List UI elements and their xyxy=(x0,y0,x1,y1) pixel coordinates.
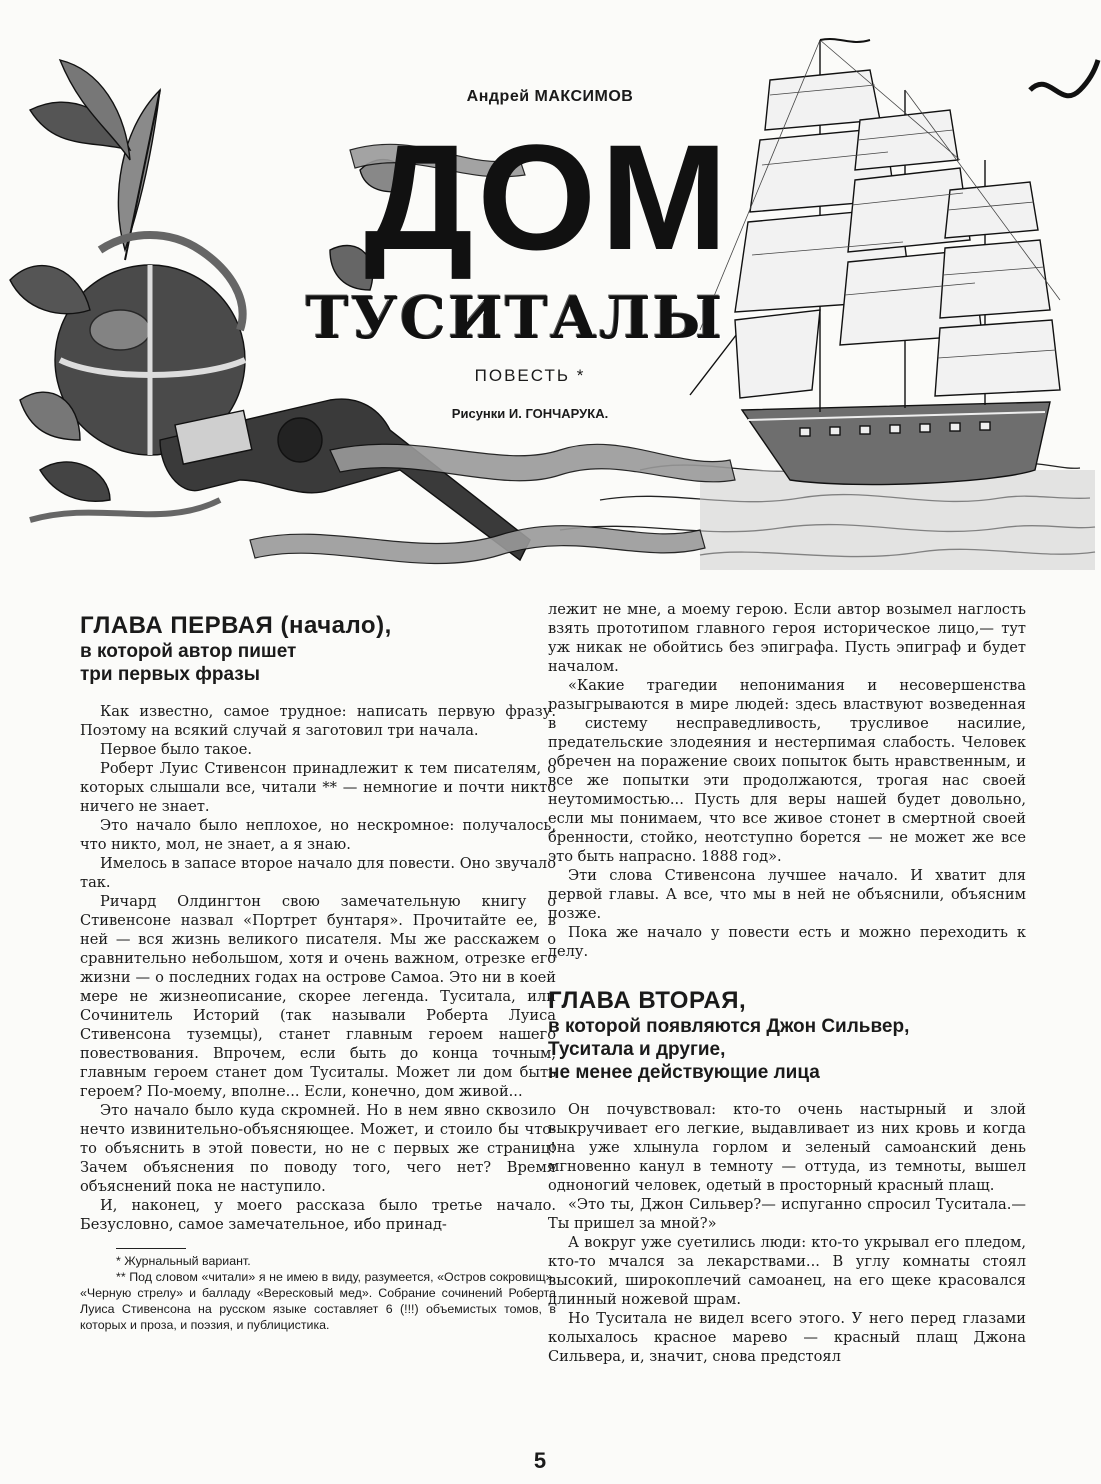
paragraph: А вокруг уже суетились люди: кто-то укрывал его пледом, кто-то мчался за лекарствами... В углу комнаты стоял высокий, широкоплечий самоанец, на его щеке красовался длинный ножевой шрам. xyxy=(548,1234,1026,1308)
paragraph: Он почувствовал: кто-то очень настырный и злой выкручивает его легкие, выдавливает из них кровь и когда она уже хлынула горлом и зеленый самоанский день мгновенно канул в темноту — оттуда, из темноты, вышел одноногий человек, одетый в просторный красный плащ. xyxy=(548,1101,1026,1194)
paragraph: Ричард Олдингтон свою замечательную книгу о Стивенсоне назвал «Портрет бунтаря». Прочитайте ее, в ней — вся жизнь великого писателя. Мы же расскажем о сравнительно небольшом, хотя и очень важном, отрезке его жизни — о последних годах на острове Самоа. Это ни в коей мере не жизнеописание, скорее легенда. Туситала, или Сочинитель Историй (так называли Роберта Луиса Стивенсона туземцы), станет главным героем нашего повествования. Впрочем, если быть до конца точным, главным героем станет дом Туситалы. Может ли дом быть героем? По-моему, вполне... Если, конечно, дом живой... xyxy=(80,893,556,1100)
chapter-1-heading: ГЛАВА ПЕРВАЯ (начало), xyxy=(80,612,392,639)
paragraph: Но Туситала не видел всего этого. У него перед глазами колыхалось красное марево — красный плащ Джона Сильвера, и, значит, снова предстоял xyxy=(548,1310,1026,1365)
paragraph: лежит не мне, а моему герою. Если автор возымел наглость взять прототипом главного героя историческое лицо,— тут уж никак не обойтись без эпиграфа. Пусть эпиграф и будет началом. xyxy=(548,601,1026,675)
paragraph: Как известно, самое трудное: написать первую фразу. Поэтому на всякий случай я заготовил три начала. xyxy=(80,703,556,739)
title-subtitle: ТУСИТАЛЫ xyxy=(305,284,725,352)
chapter-2-subheading-line: не менее действующие лица xyxy=(548,1062,820,1083)
footnote-rule xyxy=(116,1248,186,1249)
page-number: 5 xyxy=(533,1448,547,1473)
illustration-credit: Рисунки И. ГОНЧАРУКА. xyxy=(451,406,609,421)
chapter-1-heading-block xyxy=(80,612,556,686)
paragraph: Это начало было неплохое, но нескромное: получалось, что никто, мол, не знает, а я знаю. xyxy=(80,817,556,853)
paragraph: И, наконец, у моего рассказа было третье начало. Безусловно, самое замечательное, ибо принад- xyxy=(80,1197,556,1233)
chapter-1-subheading-line: три первых фразы xyxy=(80,664,260,685)
paragraph: Эти слова Стивенсона лучшее начало. И хватит для первой главы. А все, что мы в ней не объяснили, объясним позже. xyxy=(548,867,1026,922)
chapter-2-heading: ГЛАВА ВТОРАЯ, xyxy=(548,987,747,1014)
paragraph: Это начало было куда скромней. Но в нем явно сквозило нечто извинительно-объясняющее. Может, и стоило бы что-то объяснить в этой повести, но не с первых же страниц! Зачем объяснения по поводу того, чего нет? Время объяснений пока не наступило. xyxy=(80,1102,556,1195)
paragraph: Роберт Луис Стивенсон принадлежит к тем писателям, о которых слышали все, читали ** — немногие и почти никто ничего не знает. xyxy=(80,760,556,815)
footnotes xyxy=(80,1248,556,1333)
right-column xyxy=(548,600,1026,1366)
paragraph: Пока же начало у повести есть и можно переходить к делу. xyxy=(548,924,1026,960)
paragraph: Первое было такое. xyxy=(100,741,253,758)
footnote: ** Под словом «читали» я не имею в виду, разумеется, «Остров сокровищ», «Черную стрелу» и балладу «Вересковый мед». Собрание сочинений Роберта Луиса Стивенсона на русском языке составляет 6 (!!!) объемистых томов, в которых и проза, и поэзия, и публицистика. xyxy=(80,1270,556,1332)
genre-label: ПОВЕСТЬ * xyxy=(474,366,586,385)
epigraph: «Какие трагедии непонимания и несовершенства разыгрываются в мире людей: здесь властвуют возведенная в систему несправедливость, трусливое насилие, предательские злодеяния и нестерпимая слабость. Человек обречен на поражение своих попыток быть нравственным, и все же попытки эти продолжаются, трогая нас своей неутомимостью... Пусть для веры нашей будет довольно, если мы понимаем, что все живое стонет в смертной своей бренности, стойко, неотступно борется — не может же все это быть напрасно. 1888 год». xyxy=(548,677,1026,865)
title-main: ДОМ xyxy=(364,113,732,281)
author-name: Андрей МАКСИМОВ xyxy=(466,88,634,105)
chapter-2-heading-block xyxy=(548,987,1026,1084)
paragraph: «Это ты, Джон Сильвер?— испуганно спросил Туситала.— Ты пришел за мной?» xyxy=(548,1196,1026,1232)
paragraph: Имелось в запасе второе начало для повести. Оно звучало так. xyxy=(80,855,556,891)
left-column xyxy=(80,600,556,1333)
chapter-2-subheading-line: Туситала и другие, xyxy=(548,1039,726,1060)
chapter-2-subheading-line: в которой появляются Джон Сильвер, xyxy=(548,1016,910,1037)
footnote: * Журнальный вариант. xyxy=(116,1254,251,1268)
chapter-1-subheading-line: в которой автор пишет xyxy=(80,641,297,662)
